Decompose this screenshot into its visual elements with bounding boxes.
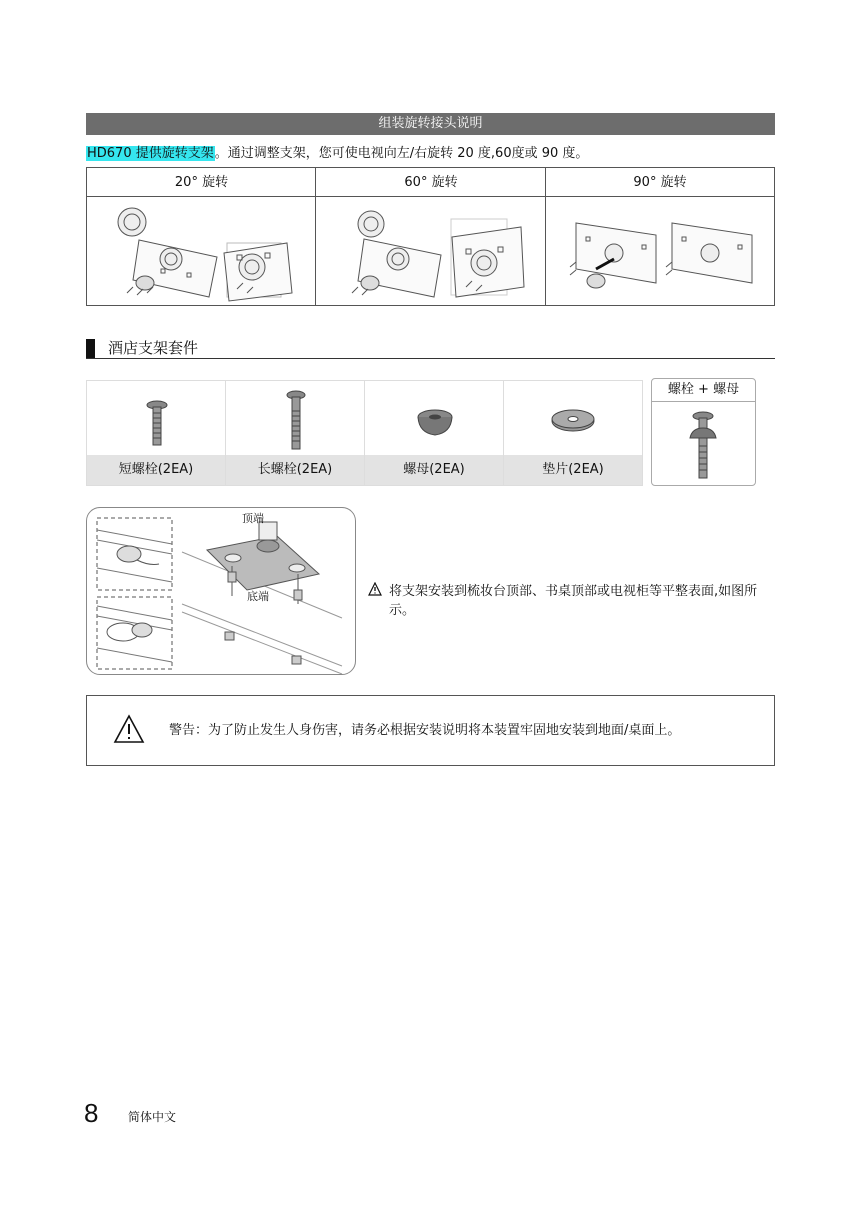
rotation-illustration-60 <box>316 197 545 305</box>
top-label: 顶端 <box>242 512 264 525</box>
intro-text <box>86 145 588 163</box>
section-marker <box>86 339 95 359</box>
section-rule <box>86 358 775 359</box>
part-label: 垫片(2EA) <box>504 455 642 485</box>
part-short-bolt <box>87 381 226 485</box>
washer-icon <box>504 381 642 455</box>
install-note-text: 将支架安装到梳妆台顶部、书桌顶部或电视柜等平整表面,如图所示。 <box>389 584 758 618</box>
nut-icon <box>365 381 504 455</box>
rotation-illustration-20 <box>87 197 315 305</box>
bolt-with-nut-icon <box>652 402 755 486</box>
part-label: 短螺栓(2EA) <box>87 455 225 485</box>
rotation-illustration-90 <box>546 197 774 305</box>
short-bolt-icon <box>87 381 226 455</box>
part-long-bolt <box>226 381 365 485</box>
install-note <box>368 582 778 620</box>
part-label: 长螺栓(2EA) <box>226 455 364 485</box>
rotation-header-20: 20° 旋转 <box>87 168 316 197</box>
parts-list <box>86 380 643 486</box>
part-label: 螺母(2EA) <box>365 455 503 485</box>
caution-icon <box>368 582 382 602</box>
part-washer <box>504 381 642 485</box>
part-nut <box>365 381 504 485</box>
long-bolt-icon <box>226 381 365 455</box>
intro-highlight: HD670 提供旋转支架 <box>87 146 214 161</box>
warning-box <box>86 695 775 766</box>
rotation-table <box>86 167 775 306</box>
language-label: 简体中文 <box>128 1110 177 1124</box>
section-title-bar: 组装旋转接头说明 <box>86 113 775 135</box>
combo-label: 螺栓 + 螺母 <box>652 379 755 402</box>
install-illustration <box>86 507 356 675</box>
warning-icon <box>113 714 145 748</box>
rotation-header-90: 90° 旋转 <box>546 168 774 197</box>
warning-text: 警告：为了防止发生人身伤害，请务必根据安装说明将本装置牢固地安装到地面/桌面上。 <box>169 723 681 738</box>
bottom-label: 底端 <box>247 590 269 603</box>
page-number: 8 <box>84 1098 99 1128</box>
rotation-header-60: 60° 旋转 <box>316 168 546 197</box>
bolt-nut-combo <box>651 378 756 486</box>
hotel-kit-title: 酒店支架套件 <box>108 339 199 357</box>
intro-rest: 。通过调整支架，您可使电视向左/右旋转 20 度,60度或 90 度。 <box>214 146 589 161</box>
